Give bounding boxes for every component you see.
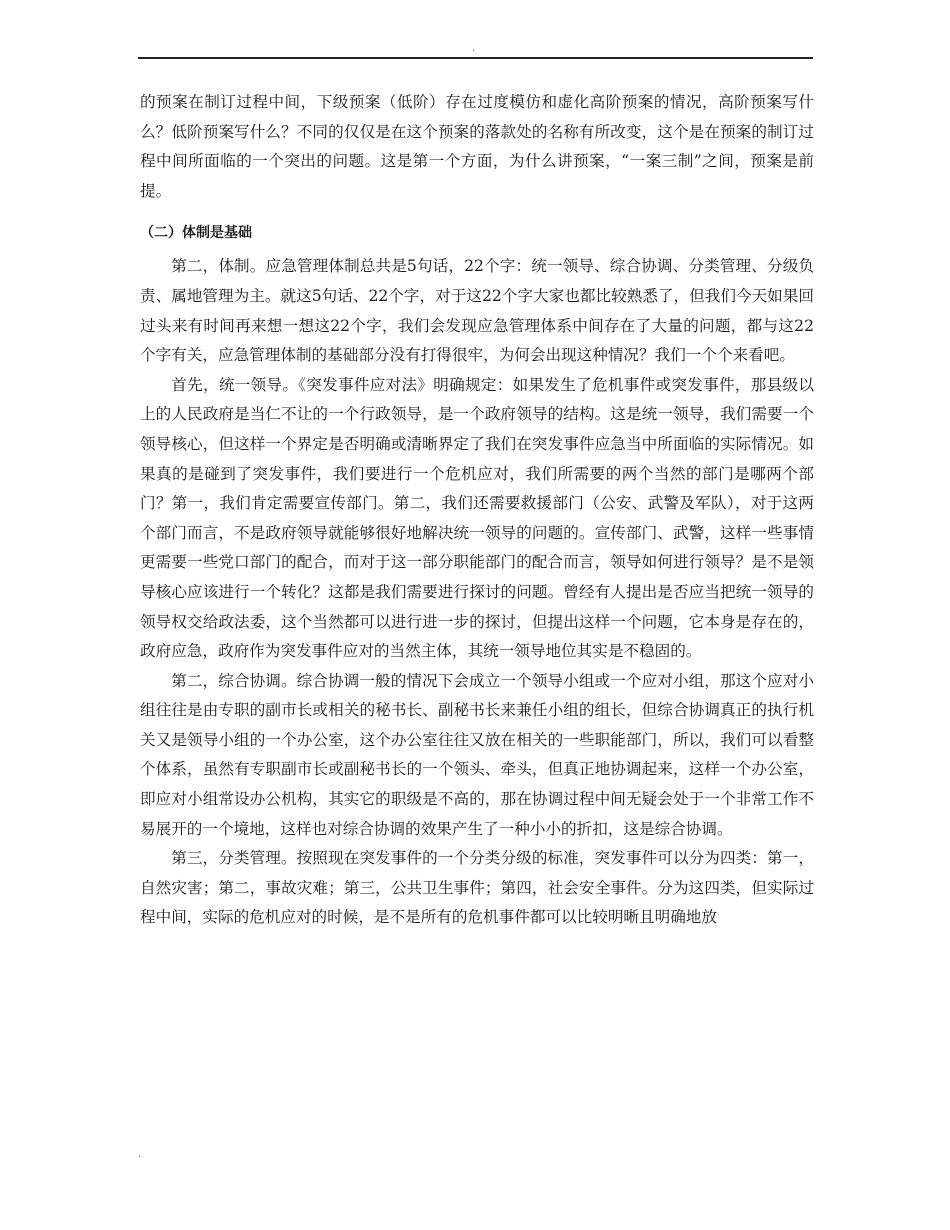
paragraph-unified-leadership: 首先，统一领导。《突发事件应对法》明确规定：如果发生了危机事件或突发事件，那县级以上的人民政府是当仁不让的一个行政领导，是一个政府领导的结构。这是统一领导，我们需要一个领导核心，但这样一个界定是否明确或清晰界定了我们在突发事件应急当中所面临的实际情况。如果真的是碰到了突发事件，我们要进行一个危机应对，我们所需要的两个当然的部门是哪两个部门？第一，我们肯定需要宣传部门。第二，我们还需要救援部门（公安、武警及军队），对于这两个部门而言，不是政府领导就能够很好地解决统一领导的问题的。宣传部门、武警，这样一些事情更需要一些党口部门的配合，而对于这一部分职能部门的配合而言，领导如何进行领导？是不是领导核心应该进行一个转化？这都是我们需要进行探讨的问题。曾经有人提出是否应当把统一领导的领导权交给政法委，这个当然都可以进行进一步的探讨，但提出这样一个问题，它本身是存在的，政府应急，政府作为突发事件应对的当然主体，其统一领导地位其实是不稳固的。: [140, 375, 814, 661]
header-mark: .: [472, 43, 476, 54]
paragraph-system: 第二，体制。应急管理体制总共是5句话，22个字：统一领导、综合协调、分类管理、分级负责、属地管理为主。就这5句话、22个字，对于这22个字大家也都比较熟悉了，但我们今天如果回过头来有时间再来想一想这22个字，我们会发现应急管理体系中间存在了大量的问题，都与这22个字有关，应急管理体制的基础部分没有打得很牢，为何会出现这种情况？我们一个个来看吧。: [140, 257, 814, 365]
paragraph-coordination: 第二，综合协调。综合协调一般的情况下会成立一个领导小组或一个应对小组，那这个应对小组往往是由专职的副市长或相关的秘书长、副秘书长来兼任小组的组长，但综合协调真正的执行机关又是领导小组的一个办公室，这个办公室往往又放在相关的一些职能部门，所以，我们可以看整个体系，虽然有专职副市长或副秘书长的一个领头、牵头，但真正地协调起来，这样一个办公室，即应对小组常设办公机构，其实它的职级是不高的，那在协调过程中间无疑会处于一个非常工作不易展开的一个境地，这样也对综合协调的效果产生了一种小小的折扣，这是综合协调。: [140, 671, 814, 838]
section-heading: （二）体制是基础: [140, 225, 252, 242]
footer-mark: .: [138, 1149, 142, 1160]
document-body: [140, 88, 814, 933]
paragraph-classification: 第三，分类管理。按照现在突发事件的一个分类分级的标准，突发事件可以分为四类：第一，自然灾害；第二，事故灾难；第三，公共卫生事件；第四，社会安全事件。分为这四类，但实际过程中间，实际的危机应对的时候，是不是所有的危机事件都可以比较明晰且明确地放: [140, 849, 814, 927]
paragraph-continuation: 的预案在制订过程中间，下级预案（低阶）存在过度模仿和虚化高阶预案的情况，高阶预案写什么？低阶预案写什么？不同的仅仅是在这个预案的落款处的名称有所改变，这个是在预案的制订过程中间所面临的一个突出的问题。这是第一个方面，为什么讲预案，“一案三制”之间，预案是前提。: [140, 93, 814, 200]
header-rule: [138, 57, 813, 59]
